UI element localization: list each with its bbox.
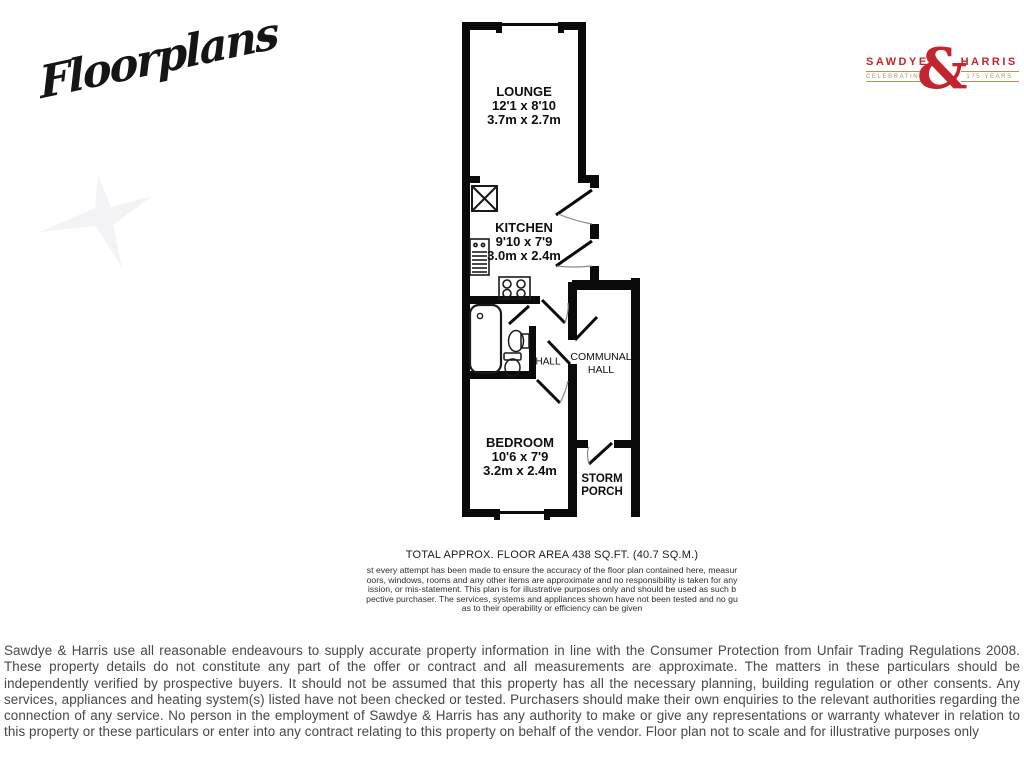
agency-tagline-left: CELEBRATING [866, 73, 926, 80]
agency-tagline-right: 175 YEARS [966, 73, 1013, 80]
room-dims-metric: 3.2m x 2.4m [483, 463, 557, 478]
note-line: pective purchaser. The services, systems and appliances shown have not been tested and no gu [366, 593, 738, 604]
hob-icon [499, 277, 530, 299]
legal-disclaimer-paragraph: Sawdye & Harris use all reasonable endeavours to supply accurate property information in line with the Consumer Protection from Unfair Trading Regulations 2008. These property details do not constitute any part of the offer or contract and all measurements are approximate. The matters in these particulars should be independently verified by prospective buyers. It should not be assumed that this property has all the necessary planning, building regulation or other consents. Any services, appliances and heating system(s) listed have not been checked or tested. Purchasers should make their own enquiries to the relevant authorities regarding the connection of any service. No person in the employment of Sawdye & Harris has any authority to make or give any representations or warranty whatever in relation to this property or these particulars or enter into any contract relating to this property on behalf of the vendor. Floor plan not to scale and for illustrative purposes only [4, 643, 1020, 740]
agency-name-right: HARRIS [960, 56, 1018, 68]
communal-hall-label: COMMUNAL HALL [570, 351, 632, 376]
total-floor-area-text: TOTAL APPROX. FLOOR AREA 438 SQ.FT. (40.7 SQ.M.) [405, 549, 699, 561]
agency-name-left: SAWDYE [866, 56, 929, 68]
room-dims-metric: 3.7m x 2.7m [487, 112, 561, 127]
storm-porch-label: STORM PORCH [581, 473, 623, 498]
bedroom-label [483, 436, 557, 478]
room-name: BEDROOM [486, 435, 554, 450]
room-name: KITCHEN [495, 220, 553, 235]
floor-area-summary [350, 549, 754, 614]
watermark-star-icon [40, 175, 152, 268]
note-line: ission, or mis-statement. This plan is for illustrative purposes only and should be used as such b [367, 584, 737, 595]
note-line: st every attempt has been made to ensure the accuracy of the floor plan contained here, measur [366, 565, 738, 575]
note-line: as to their operability or efficiency can be given [461, 603, 643, 614]
room-dims-imperial: 12'1 x 8'10 [491, 98, 557, 113]
ampersand-icon: & [917, 36, 968, 102]
window-box-icon [472, 186, 497, 211]
floorplans-script-logo: Floorplans [38, 7, 279, 110]
bathtub-icon [470, 305, 501, 373]
lounge-label [487, 85, 561, 127]
sink-icon [470, 239, 489, 275]
basin-icon [509, 331, 530, 352]
room-dims-imperial: 10'6 x 7'9 [491, 449, 549, 464]
hall-label: HALL [535, 356, 561, 368]
room-dims-metric: 3.0m x 2.4m [487, 248, 561, 263]
room-name: LOUNGE [496, 84, 552, 99]
note-line: oors, windows, rooms and any other items are approximate and no responsibility is taken for any [366, 574, 738, 585]
room-dims-imperial: 9'10 x 7'9 [495, 234, 553, 249]
kitchen-label [487, 221, 561, 263]
